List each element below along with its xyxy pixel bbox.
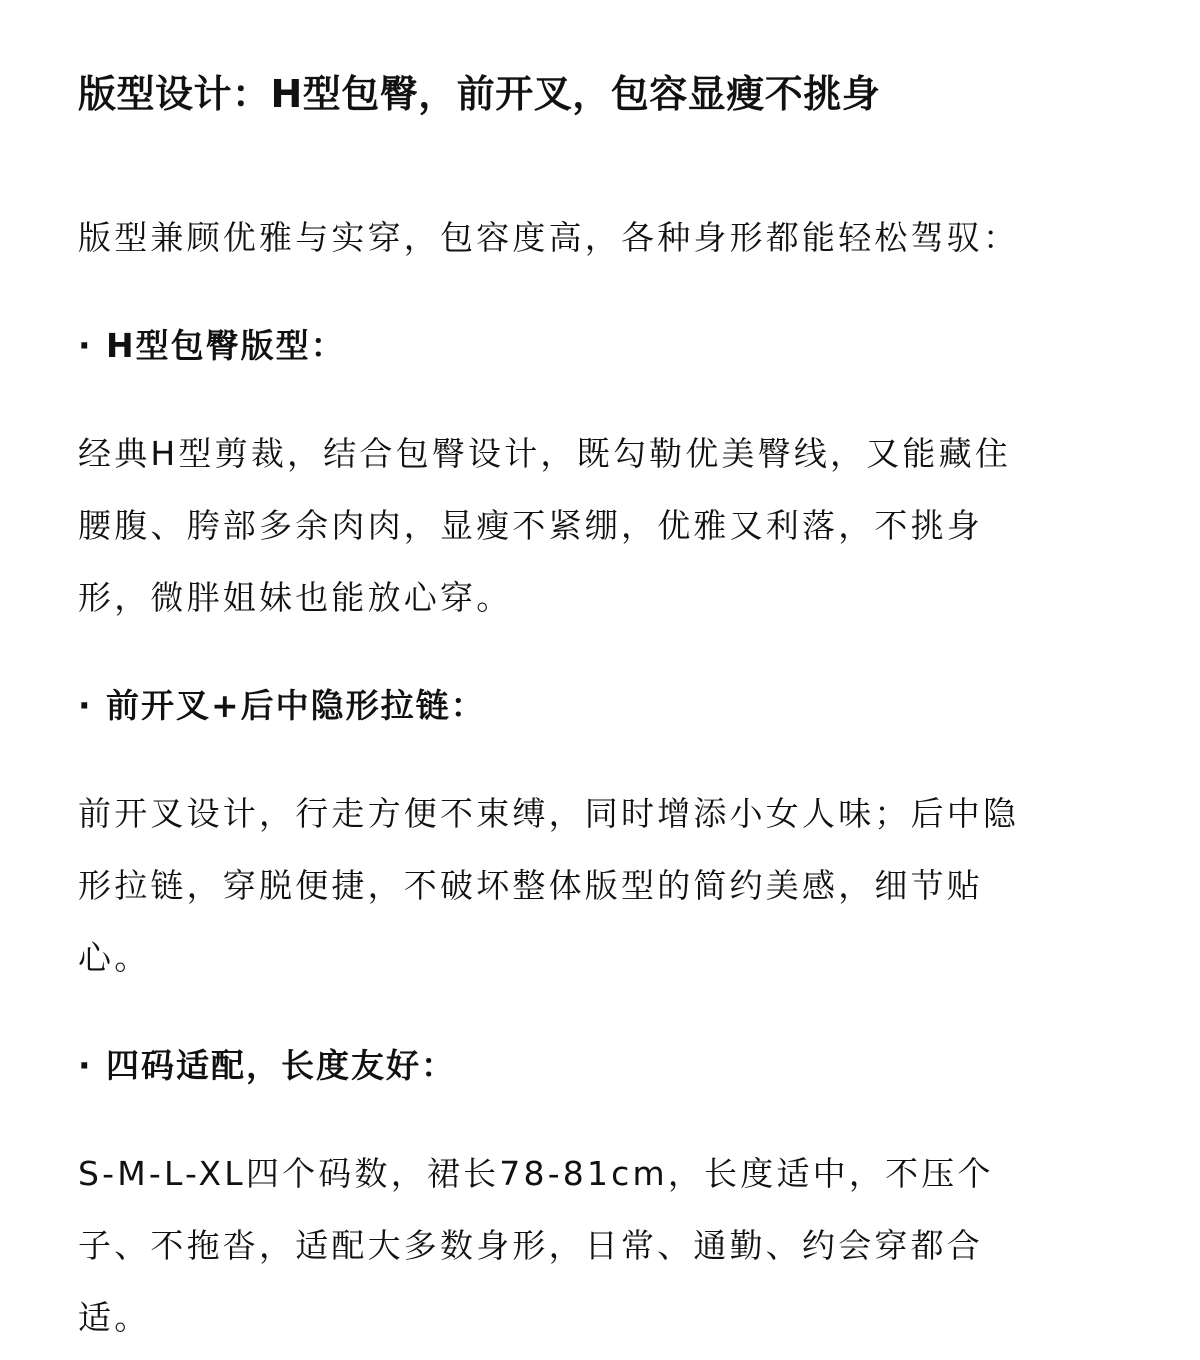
- body-line: S-M-L-XL四个码数，裙长78-81cm，长度适中，不压个: [78, 1154, 994, 1193]
- section-body-slit-zipper: [78, 778, 1118, 994]
- section-body-h-shape: [78, 418, 1118, 634]
- section-heading-sizes: · 四码适配，长度友好：: [78, 1046, 457, 1085]
- section-body-sizes: [78, 1138, 1118, 1354]
- body-line: 心。: [78, 938, 151, 977]
- page-title: 版型设计：H型包臀，前开叉，包容显瘦不挑身: [78, 72, 881, 116]
- body-line: 腰腹、胯部多余肉肉，显瘦不紧绷，优雅又利落，不挑身: [78, 506, 983, 545]
- body-line: 子、不拖沓，适配大多数身形，日常、通勤、约会穿都合: [78, 1226, 983, 1265]
- body-line: 经典H型剪裁，结合包臀设计，既勾勒优美臀线，又能藏住: [78, 434, 1012, 473]
- intro-paragraph: 版型兼顾优雅与实穿，包容度高，各种身形都能轻松驾驭：: [78, 218, 1020, 257]
- body-line: 形，微胖姐妹也能放心穿。: [78, 578, 513, 617]
- section-heading-slit-zipper: · 前开叉+后中隐形拉链：: [78, 686, 486, 725]
- body-line: 形拉链，穿脱便捷，不破坏整体版型的简约美感，细节贴: [78, 866, 983, 905]
- body-line: 前开叉设计，行走方便不束缚，同时增添小女人味；后中隐: [78, 794, 1020, 833]
- body-line: 适。: [78, 1298, 151, 1337]
- section-heading-h-shape: · H型包臀版型：: [78, 326, 346, 365]
